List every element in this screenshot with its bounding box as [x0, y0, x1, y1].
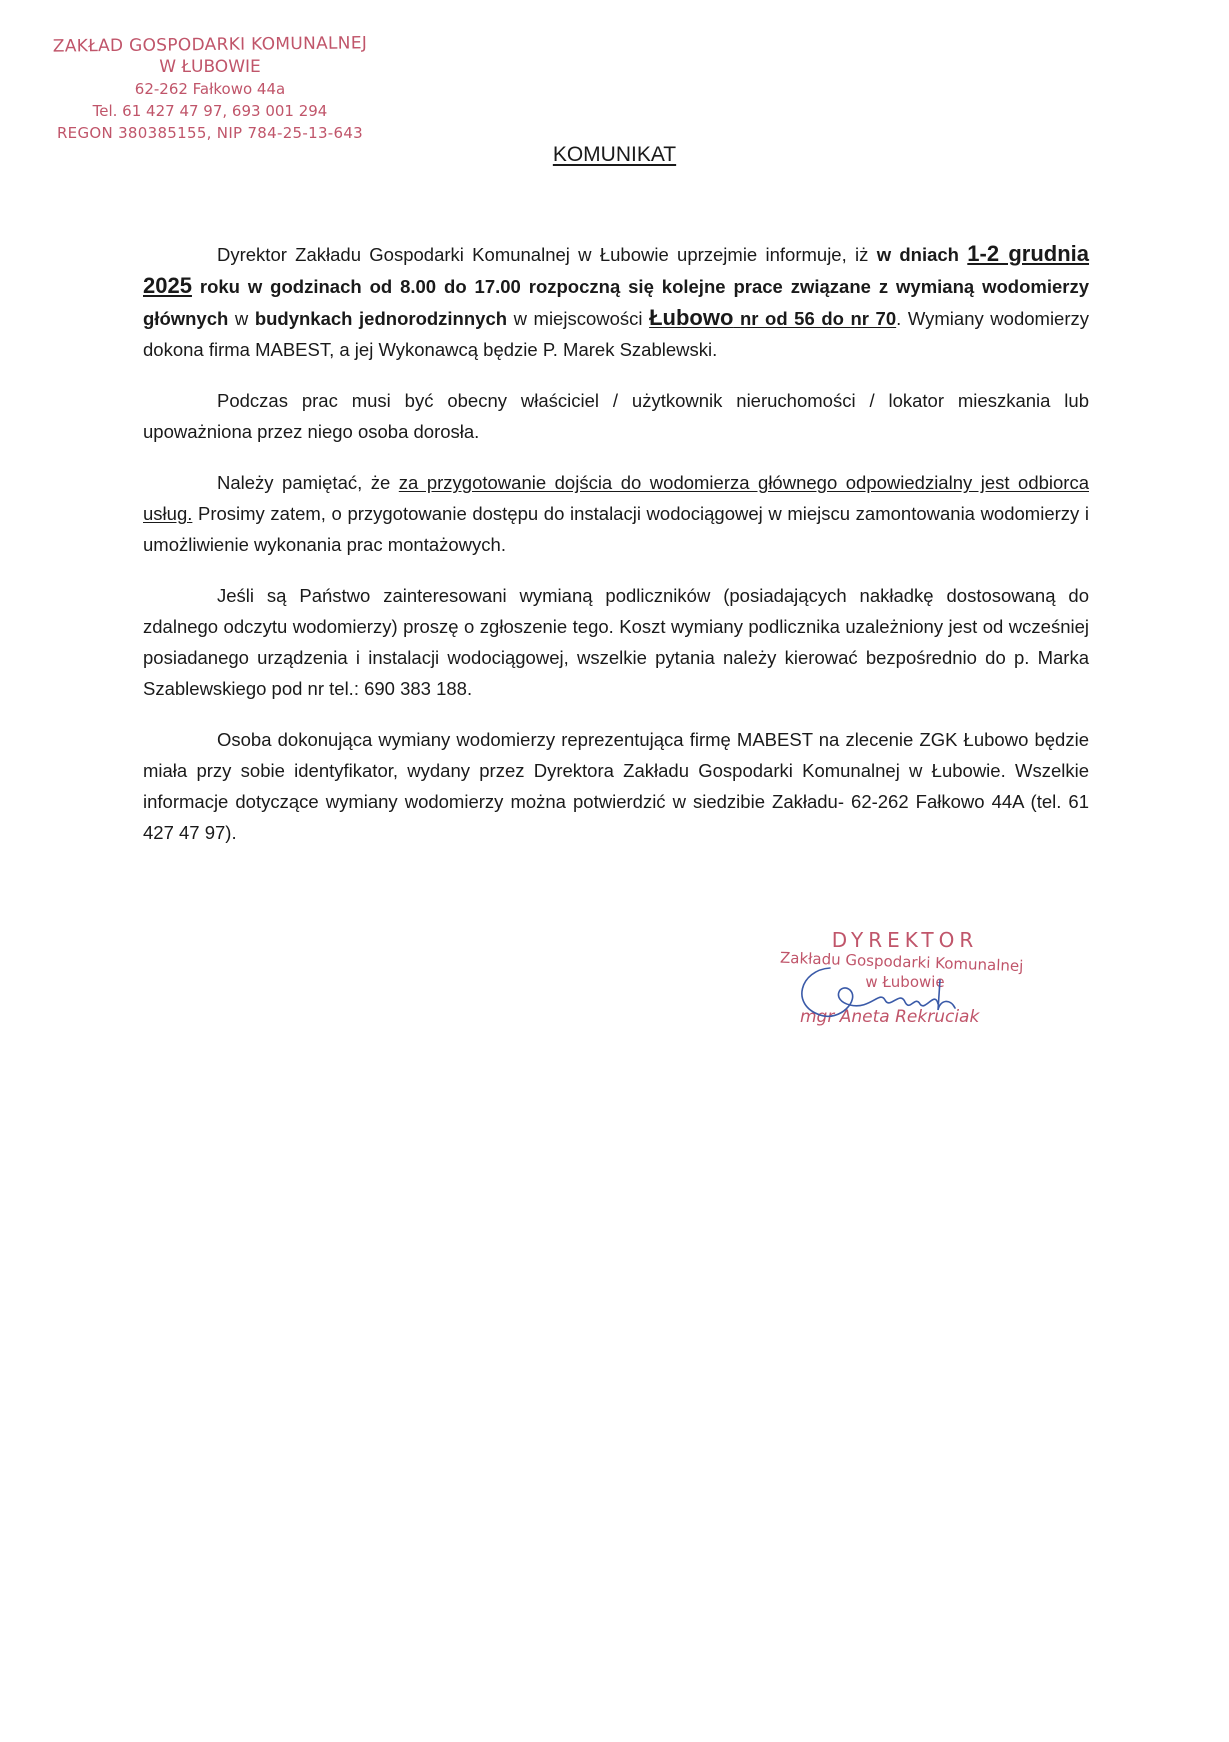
stamp-phone: Tel. 61 427 47 97, 693 001 294 [92, 102, 328, 120]
stamp-location: W ŁUBOWIE [159, 57, 261, 77]
date-highlight: 1-2 grudnia 2025 [143, 241, 1090, 298]
signature-place: w Łubowie [865, 973, 945, 991]
signature-organization: Zakładu Gospodarki Komunalnej [779, 948, 1024, 976]
paragraph-announcement: Dyrektor Zakładu Gospodarki Komunalnej w Łubowie uprzejmie informuje, iż w dniach 1-2 grudnia 2025 roku w godzinach od 8.00 do 17.00 rozpoczną się kolejne prace związane z wymianą wodomierzy głównych w budynkach jednorodzinnych w miejscowości Łubowo nr od 56 do nr 70. Wymiany wodomierzy dokona firma MABEST, a jej Wykonawcą będzie P. Marek Szablewski. [143, 241, 1090, 360]
stamp-company-name: ZAKŁAD GOSPODARKI KOMUNALNEJ [52, 33, 368, 57]
paragraph-presence: Podczas prac musi być obecny właściciel / użytkownik nieruchomości / lokator mieszkania lub upoważniona przez niego osoba dorosła. [143, 390, 1089, 442]
paragraph-identification: Osoba dokonująca wymiany wodomierzy reprezentująca firmę MABEST na zlecenie ZGK Łubowo będzie miała przy sobie identyfikator, wydany przez Dyrektora Zakładu Gospodarki Komunalnej w Łubowie. Wszelkie informacje dotyczące wymiany wodomierzy można potwierdzić w siedzibie Zakładu- 62-262 Fałkowo 44A (tel. 61 427 47 97). [143, 729, 1089, 843]
location-highlight: Łubowo nr od 56 do nr 70 [649, 305, 897, 330]
paragraph-access: Należy pamiętać, że za przygotowanie dojścia do wodomierza głównego odpowiedzialny jest odbiorca usług. Prosimy zatem, o przygotowanie dostępu do instalacji wodociągowej w miejscu zamontowania wodomierzy i umożliwienie wykonania prac montażowych. [143, 472, 1089, 555]
responsibility-note: za przygotowanie dojścia do wodomierza głównego odpowiedzialny jest odbiorca usług. [143, 472, 1089, 524]
stamp-regon-nip: REGON 380385155, NIP 784-25-13-643 [56, 124, 364, 142]
document-body [143, 238, 1089, 868]
company-stamp [40, 34, 380, 144]
document-title: KOMUNIKAT [552, 143, 677, 166]
paragraph-submeters: Jeśli są Państwo zainteresowani wymianą podliczników (posiadających nakładkę dostosowaną do zdalnego odczytu wodomierzy) proszę o zgłoszenie tego. Koszt wymiany podlicznika uzależniony jest od wcześniej posiadanego urządzenia i instalacji wodociągowej, wszelkie pytania należy kierować bezpośrednio do p. Marka Szablewskiego pod nr tel.: 690 383 188. [143, 585, 1089, 699]
signature-role: DYREKTOR [831, 928, 979, 952]
handwritten-signature-icon [790, 960, 1010, 1030]
signature-name: mgr Aneta Rekruciak [800, 1007, 980, 1027]
stamp-address: 62-262 Fałkowo 44a [134, 80, 286, 98]
